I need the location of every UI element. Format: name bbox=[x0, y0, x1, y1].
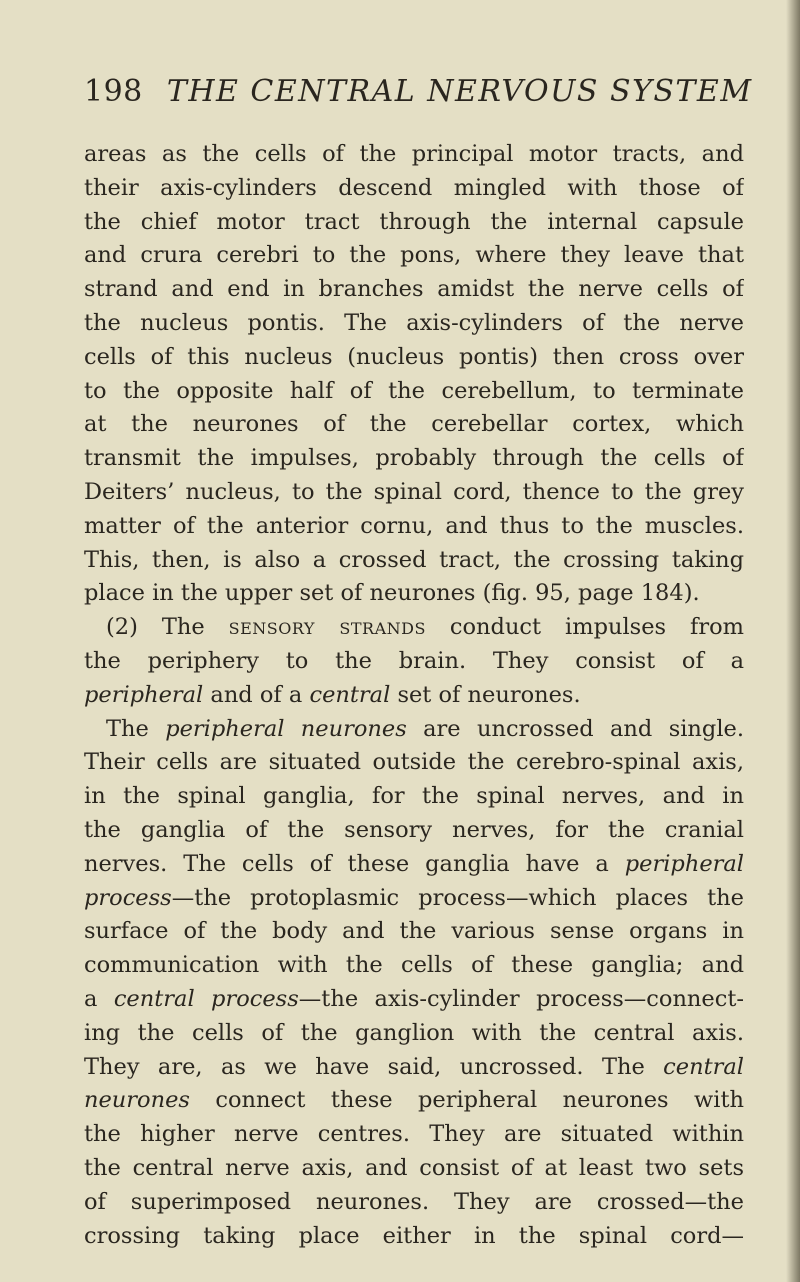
text-line: to the opposite half of the cerebellum, to terminate bbox=[84, 377, 744, 404]
text-line: crossing taking place either in the spinal cord— bbox=[84, 1222, 744, 1249]
text-span-italic: central process bbox=[113, 985, 299, 1012]
text-line: the higher nerve centres. They are situated within bbox=[84, 1121, 744, 1148]
page-header bbox=[84, 74, 753, 109]
text-span-smallcaps: sensory strands bbox=[228, 614, 426, 641]
text-line: matter of the anterior cornu, and thus to the muscles. bbox=[84, 512, 744, 539]
text-line bbox=[84, 713, 744, 747]
text-span: are uncrossed and single. bbox=[406, 715, 744, 742]
text-line: cells of this nucleus (nucleus pontis) then cross over bbox=[84, 343, 744, 370]
body-text bbox=[84, 138, 744, 1253]
text-line: the ganglia of the sensory nerves, for the cranial bbox=[84, 816, 744, 843]
text-line: the nucleus pontis. The axis-cylinders of the nerve bbox=[84, 309, 744, 336]
text-line: the periphery to the brain. They consist of a bbox=[84, 647, 744, 674]
text-line: Deiters’ nucleus, to the spinal cord, thence to the grey bbox=[84, 478, 744, 505]
text-line bbox=[84, 679, 744, 713]
text-line: in the spinal ganglia, for the spinal nerves, and in bbox=[84, 783, 744, 810]
text-span-italic: peripheral bbox=[84, 681, 204, 708]
text-line: This, then, is also a crossed tract, the crossing taking bbox=[84, 546, 744, 573]
text-span: a bbox=[84, 985, 114, 1012]
text-span: The bbox=[106, 715, 166, 742]
text-line: their axis-cylinders descend mingled with those of bbox=[84, 174, 744, 201]
text-span-italic: central bbox=[309, 681, 391, 708]
text-line: at the neurones of the cerebellar cortex, which bbox=[84, 411, 744, 438]
text-line bbox=[84, 611, 744, 645]
text-line bbox=[84, 882, 744, 916]
text-line: of superimposed neurones. They are crossed—the bbox=[84, 1188, 744, 1215]
text-line bbox=[84, 1051, 744, 1085]
text-line: strand and end in branches amidst the nerve cells of bbox=[84, 276, 744, 303]
text-span-italic: central bbox=[663, 1053, 744, 1080]
text-span-italic: neurones bbox=[84, 1087, 190, 1114]
text-span: —the protoplasmic process—which places the bbox=[171, 884, 744, 911]
text-line bbox=[84, 848, 744, 882]
text-line: the chief motor tract through the internal capsule bbox=[84, 208, 744, 235]
running-title: THE CENTRAL NERVOUS SYSTEM bbox=[166, 74, 753, 109]
text-line: transmit the impulses, probably through the cells of bbox=[84, 445, 744, 472]
text-line bbox=[84, 1084, 744, 1118]
text-span: and of a bbox=[203, 681, 310, 708]
text-line: ing the cells of the ganglion with the central axis. bbox=[84, 1019, 744, 1046]
text-span-italic: peripheral neurones bbox=[165, 715, 407, 742]
text-line: communication with the cells of these ganglia; and bbox=[84, 952, 744, 979]
text-span: They are, as we have said, uncrossed. The bbox=[84, 1053, 664, 1080]
text-span: (2) The bbox=[106, 614, 229, 641]
page-number: 198 bbox=[84, 74, 143, 109]
text-line: and crura cerebri to the pons, where they leave that bbox=[84, 242, 744, 269]
text-line: surface of the body and the various sense organs in bbox=[84, 918, 744, 945]
page-edge-shadow bbox=[786, 0, 800, 1282]
text-line: place in the upper set of neurones (fig. 95, page 184). bbox=[84, 580, 700, 607]
text-span: connect these peripheral neurones with bbox=[189, 1087, 744, 1114]
text-line bbox=[84, 983, 744, 1017]
text-line: the central nerve axis, and consist of at least two sets bbox=[84, 1154, 744, 1181]
text-line: Their cells are situated outside the cerebro-spinal axis, bbox=[84, 749, 744, 776]
text-span: conduct impulses from bbox=[425, 614, 744, 641]
text-span-italic: process bbox=[84, 884, 172, 911]
text-span: set of neurones. bbox=[390, 681, 581, 708]
text-span: nerves. The cells of these ganglia have a bbox=[84, 850, 625, 877]
text-span-italic: peripheral bbox=[624, 850, 744, 877]
text-span: —the axis-cylinder process—connect- bbox=[298, 985, 744, 1012]
text-line: areas as the cells of the principal motor tracts, and bbox=[84, 141, 744, 167]
